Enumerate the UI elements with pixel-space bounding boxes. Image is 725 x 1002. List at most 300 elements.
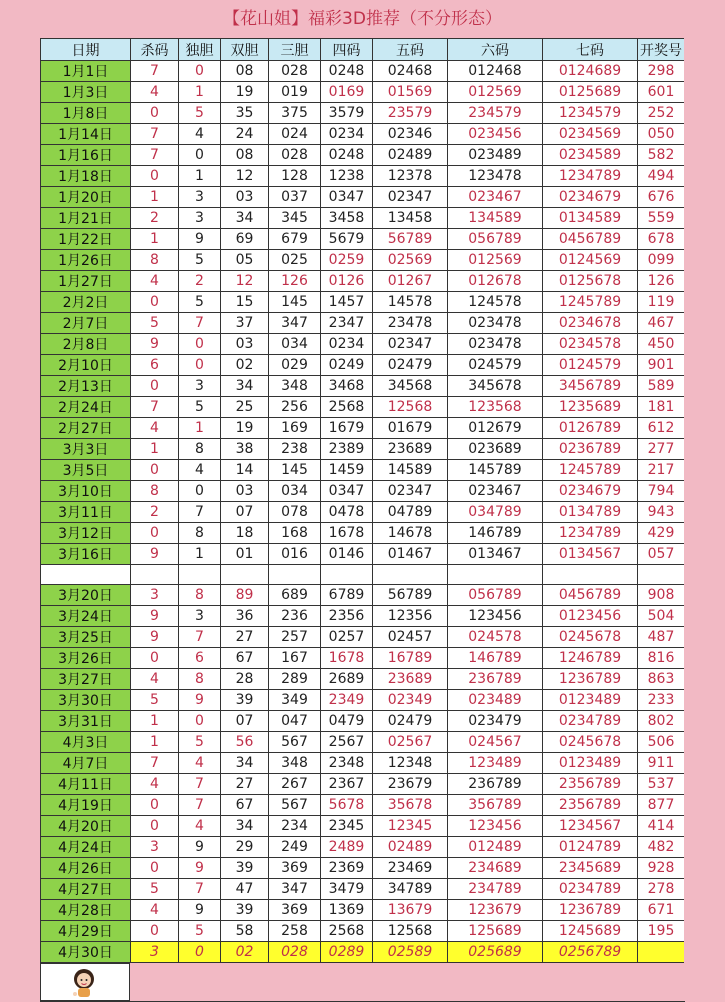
date-cell: 3月27日 bbox=[41, 668, 131, 689]
seven-cell: 0256789 bbox=[543, 941, 638, 962]
triple-cell: 267 bbox=[269, 773, 321, 794]
double-cell: 28 bbox=[221, 668, 269, 689]
draw-cell: 928 bbox=[638, 857, 685, 878]
table-row bbox=[41, 166, 685, 187]
double-cell: 35 bbox=[221, 103, 269, 124]
triple-cell: 679 bbox=[269, 229, 321, 250]
draw-cell: 506 bbox=[638, 731, 685, 752]
triple-cell: 689 bbox=[269, 584, 321, 605]
six-cell: 012569 bbox=[448, 250, 543, 271]
four-cell: 1678 bbox=[321, 647, 373, 668]
double-cell: 34 bbox=[221, 815, 269, 836]
kill-cell: 6 bbox=[131, 355, 179, 376]
draw-cell: 233 bbox=[638, 689, 685, 710]
five-cell: 01267 bbox=[373, 271, 448, 292]
six-cell: 025689 bbox=[448, 941, 543, 962]
double-cell: 89 bbox=[221, 584, 269, 605]
four-cell: 3579 bbox=[321, 103, 373, 124]
seven-cell: 1234567 bbox=[543, 815, 638, 836]
seven-cell: 0234679 bbox=[543, 187, 638, 208]
six-cell: 023478 bbox=[448, 334, 543, 355]
four-cell: 2348 bbox=[321, 752, 373, 773]
five-cell: 16789 bbox=[373, 647, 448, 668]
draw-cell: 601 bbox=[638, 82, 685, 103]
empty-cell bbox=[221, 565, 269, 585]
draw-cell: 582 bbox=[638, 145, 685, 166]
table-row bbox=[41, 626, 685, 647]
five-cell: 02589 bbox=[373, 941, 448, 962]
table-row bbox=[41, 376, 685, 397]
triple-cell: 028 bbox=[269, 61, 321, 82]
date-cell: 3月20日 bbox=[41, 584, 131, 605]
draw-cell: 050 bbox=[638, 124, 685, 145]
column-header-draw: 开奖号 bbox=[638, 39, 685, 61]
draw-cell: 487 bbox=[638, 626, 685, 647]
seven-cell: 0134567 bbox=[543, 544, 638, 565]
single-cell: 5 bbox=[179, 731, 221, 752]
table-row bbox=[41, 334, 685, 355]
five-cell: 34789 bbox=[373, 878, 448, 899]
single-cell: 1 bbox=[179, 544, 221, 565]
seven-cell: 0236789 bbox=[543, 439, 638, 460]
six-cell: 024578 bbox=[448, 626, 543, 647]
kill-cell: 5 bbox=[131, 313, 179, 334]
double-cell: 07 bbox=[221, 502, 269, 523]
four-cell: 2349 bbox=[321, 689, 373, 710]
seven-cell: 0125678 bbox=[543, 271, 638, 292]
date-cell: 3月3日 bbox=[41, 439, 131, 460]
date-cell: 1月26日 bbox=[41, 250, 131, 271]
column-header-triple: 三胆 bbox=[269, 39, 321, 61]
date-cell: 4月28日 bbox=[41, 899, 131, 920]
five-cell: 02479 bbox=[373, 710, 448, 731]
date-cell: 3月11日 bbox=[41, 502, 131, 523]
double-cell: 19 bbox=[221, 82, 269, 103]
empty-cell bbox=[41, 565, 131, 585]
seven-cell: 0134589 bbox=[543, 208, 638, 229]
double-cell: 39 bbox=[221, 857, 269, 878]
draw-cell: 816 bbox=[638, 647, 685, 668]
six-cell: 023479 bbox=[448, 710, 543, 731]
four-cell: 0478 bbox=[321, 502, 373, 523]
four-cell: 2567 bbox=[321, 731, 373, 752]
date-cell: 1月18日 bbox=[41, 166, 131, 187]
double-cell: 05 bbox=[221, 250, 269, 271]
single-cell: 0 bbox=[179, 145, 221, 166]
seven-cell: 1246789 bbox=[543, 647, 638, 668]
kill-cell: 9 bbox=[131, 605, 179, 626]
six-cell: 056789 bbox=[448, 584, 543, 605]
table-row bbox=[41, 857, 685, 878]
kill-cell: 7 bbox=[131, 61, 179, 82]
single-cell: 5 bbox=[179, 397, 221, 418]
six-cell: 023467 bbox=[448, 481, 543, 502]
table-row bbox=[41, 773, 685, 794]
table-row bbox=[41, 229, 685, 250]
triple-cell: 234 bbox=[269, 815, 321, 836]
double-cell: 34 bbox=[221, 208, 269, 229]
five-cell: 01569 bbox=[373, 82, 448, 103]
triple-cell: 567 bbox=[269, 731, 321, 752]
five-cell: 02479 bbox=[373, 355, 448, 376]
draw-cell: 482 bbox=[638, 836, 685, 857]
seven-cell: 0124579 bbox=[543, 355, 638, 376]
four-cell: 1238 bbox=[321, 166, 373, 187]
kill-cell: 4 bbox=[131, 899, 179, 920]
kill-cell: 0 bbox=[131, 103, 179, 124]
double-cell: 58 bbox=[221, 920, 269, 941]
draw-cell: 057 bbox=[638, 544, 685, 565]
single-cell: 3 bbox=[179, 605, 221, 626]
six-cell: 012569 bbox=[448, 82, 543, 103]
five-cell: 56789 bbox=[373, 584, 448, 605]
draw-cell: 678 bbox=[638, 229, 685, 250]
triple-cell: 028 bbox=[269, 145, 321, 166]
five-cell: 12356 bbox=[373, 605, 448, 626]
kill-cell: 4 bbox=[131, 418, 179, 439]
double-cell: 14 bbox=[221, 460, 269, 481]
seven-cell: 1245789 bbox=[543, 460, 638, 481]
kill-cell: 9 bbox=[131, 334, 179, 355]
draw-cell: 908 bbox=[638, 584, 685, 605]
double-cell: 18 bbox=[221, 523, 269, 544]
five-cell: 12348 bbox=[373, 752, 448, 773]
five-cell: 35678 bbox=[373, 794, 448, 815]
date-cell: 3月31日 bbox=[41, 710, 131, 731]
date-cell: 3月26日 bbox=[41, 647, 131, 668]
table-row bbox=[41, 752, 685, 773]
five-cell: 02468 bbox=[373, 61, 448, 82]
six-cell: 146789 bbox=[448, 523, 543, 544]
date-cell: 1月22日 bbox=[41, 229, 131, 250]
four-cell: 0259 bbox=[321, 250, 373, 271]
table-row bbox=[41, 481, 685, 502]
five-cell: 23579 bbox=[373, 103, 448, 124]
seven-cell: 0245678 bbox=[543, 731, 638, 752]
single-cell: 1 bbox=[179, 418, 221, 439]
single-cell: 9 bbox=[179, 899, 221, 920]
triple-cell: 029 bbox=[269, 355, 321, 376]
kill-cell: 4 bbox=[131, 773, 179, 794]
triple-cell: 236 bbox=[269, 605, 321, 626]
empty-cell bbox=[321, 565, 373, 585]
triple-cell: 024 bbox=[269, 124, 321, 145]
five-cell: 13458 bbox=[373, 208, 448, 229]
single-cell: 7 bbox=[179, 502, 221, 523]
table-row bbox=[41, 250, 685, 271]
triple-cell: 078 bbox=[269, 502, 321, 523]
table-row bbox=[41, 941, 685, 962]
six-cell: 023478 bbox=[448, 313, 543, 334]
six-cell: 012468 bbox=[448, 61, 543, 82]
single-cell: 5 bbox=[179, 292, 221, 313]
double-cell: 34 bbox=[221, 376, 269, 397]
table-row bbox=[41, 668, 685, 689]
triple-cell: 025 bbox=[269, 250, 321, 271]
draw-cell: 278 bbox=[638, 878, 685, 899]
side-margin bbox=[684, 38, 725, 1001]
date-cell: 2月7日 bbox=[41, 313, 131, 334]
kill-cell: 4 bbox=[131, 668, 179, 689]
triple-cell: 256 bbox=[269, 397, 321, 418]
triple-cell: 249 bbox=[269, 836, 321, 857]
table-row bbox=[41, 689, 685, 710]
five-cell: 56789 bbox=[373, 229, 448, 250]
six-cell: 023489 bbox=[448, 689, 543, 710]
date-cell: 2月10日 bbox=[41, 355, 131, 376]
triple-cell: 169 bbox=[269, 418, 321, 439]
triple-cell: 347 bbox=[269, 878, 321, 899]
kill-cell: 8 bbox=[131, 481, 179, 502]
table-row bbox=[41, 103, 685, 124]
seven-cell: 0234578 bbox=[543, 334, 638, 355]
six-cell: 145789 bbox=[448, 460, 543, 481]
five-cell: 02457 bbox=[373, 626, 448, 647]
draw-cell bbox=[638, 941, 685, 962]
date-cell: 3月5日 bbox=[41, 460, 131, 481]
table-row bbox=[41, 61, 685, 82]
double-cell: 27 bbox=[221, 773, 269, 794]
empty-cell bbox=[373, 565, 448, 585]
draw-cell: 877 bbox=[638, 794, 685, 815]
kill-cell: 0 bbox=[131, 815, 179, 836]
date-cell: 1月16日 bbox=[41, 145, 131, 166]
date-cell: 1月27日 bbox=[41, 271, 131, 292]
kill-cell: 5 bbox=[131, 689, 179, 710]
four-cell: 6789 bbox=[321, 584, 373, 605]
four-cell: 3468 bbox=[321, 376, 373, 397]
single-cell: 0 bbox=[179, 334, 221, 355]
seven-cell: 1236789 bbox=[543, 668, 638, 689]
date-cell: 4月7日 bbox=[41, 752, 131, 773]
six-cell: 123568 bbox=[448, 397, 543, 418]
triple-cell: 258 bbox=[269, 920, 321, 941]
date-cell: 1月1日 bbox=[41, 61, 131, 82]
four-cell: 0234 bbox=[321, 334, 373, 355]
kill-cell: 1 bbox=[131, 229, 179, 250]
date-cell: 3月12日 bbox=[41, 523, 131, 544]
five-cell: 23469 bbox=[373, 857, 448, 878]
four-cell: 0347 bbox=[321, 187, 373, 208]
six-cell: 023489 bbox=[448, 145, 543, 166]
date-cell: 1月20日 bbox=[41, 187, 131, 208]
five-cell: 02347 bbox=[373, 334, 448, 355]
date-cell: 2月24日 bbox=[41, 397, 131, 418]
single-cell: 1 bbox=[179, 82, 221, 103]
six-cell: 023689 bbox=[448, 439, 543, 460]
draw-cell: 195 bbox=[638, 920, 685, 941]
date-cell: 4月29日 bbox=[41, 920, 131, 941]
draw-cell: 450 bbox=[638, 334, 685, 355]
seven-cell: 0123489 bbox=[543, 752, 638, 773]
double-cell: 07 bbox=[221, 710, 269, 731]
double-cell: 02 bbox=[221, 355, 269, 376]
kill-cell: 7 bbox=[131, 124, 179, 145]
table-row bbox=[41, 208, 685, 229]
five-cell: 23689 bbox=[373, 439, 448, 460]
kill-cell: 7 bbox=[131, 397, 179, 418]
double-cell: 24 bbox=[221, 124, 269, 145]
triple-cell: 126 bbox=[269, 271, 321, 292]
seven-cell: 0456789 bbox=[543, 229, 638, 250]
table-row bbox=[41, 124, 685, 145]
six-cell: 023467 bbox=[448, 187, 543, 208]
table-row bbox=[41, 647, 685, 668]
five-cell: 12378 bbox=[373, 166, 448, 187]
date-cell: 2月8日 bbox=[41, 334, 131, 355]
seven-cell: 1236789 bbox=[543, 899, 638, 920]
six-cell: 123478 bbox=[448, 166, 543, 187]
four-cell: 2389 bbox=[321, 439, 373, 460]
four-cell: 2345 bbox=[321, 815, 373, 836]
table-row bbox=[41, 544, 685, 565]
single-cell: 7 bbox=[179, 773, 221, 794]
six-cell: 013467 bbox=[448, 544, 543, 565]
kill-cell: 0 bbox=[131, 920, 179, 941]
single-cell: 3 bbox=[179, 187, 221, 208]
seven-cell: 0124789 bbox=[543, 836, 638, 857]
table-row bbox=[41, 145, 685, 166]
single-cell: 1 bbox=[179, 166, 221, 187]
kill-cell: 0 bbox=[131, 166, 179, 187]
kill-cell: 1 bbox=[131, 731, 179, 752]
table-row bbox=[41, 836, 685, 857]
seven-cell: 1245689 bbox=[543, 920, 638, 941]
triple-cell: 145 bbox=[269, 292, 321, 313]
seven-cell: 0456789 bbox=[543, 584, 638, 605]
draw-cell: 901 bbox=[638, 355, 685, 376]
kill-cell: 1 bbox=[131, 710, 179, 731]
triple-cell: 016 bbox=[269, 544, 321, 565]
six-cell: 236789 bbox=[448, 773, 543, 794]
table-row bbox=[41, 523, 685, 544]
four-cell: 0248 bbox=[321, 145, 373, 166]
double-cell: 12 bbox=[221, 166, 269, 187]
kill-cell: 0 bbox=[131, 857, 179, 878]
draw-cell: 181 bbox=[638, 397, 685, 418]
five-cell: 02489 bbox=[373, 145, 448, 166]
kill-cell: 7 bbox=[131, 752, 179, 773]
kill-cell: 7 bbox=[131, 145, 179, 166]
table-row bbox=[41, 731, 685, 752]
draw-cell: 943 bbox=[638, 502, 685, 523]
empty-cell bbox=[179, 565, 221, 585]
triple-cell: 028 bbox=[269, 941, 321, 962]
double-cell: 29 bbox=[221, 836, 269, 857]
date-cell: 3月24日 bbox=[41, 605, 131, 626]
draw-cell: 099 bbox=[638, 250, 685, 271]
five-cell: 02567 bbox=[373, 731, 448, 752]
single-cell: 3 bbox=[179, 208, 221, 229]
draw-cell: 494 bbox=[638, 166, 685, 187]
triple-cell: 567 bbox=[269, 794, 321, 815]
kill-cell: 1 bbox=[131, 439, 179, 460]
seven-cell: 0124569 bbox=[543, 250, 638, 271]
table-row bbox=[41, 355, 685, 376]
date-cell: 2月13日 bbox=[41, 376, 131, 397]
six-cell: 024567 bbox=[448, 731, 543, 752]
seven-cell: 2356789 bbox=[543, 773, 638, 794]
draw-cell: 794 bbox=[638, 481, 685, 502]
kill-cell: 1 bbox=[131, 187, 179, 208]
five-cell: 02346 bbox=[373, 124, 448, 145]
kill-cell: 2 bbox=[131, 208, 179, 229]
date-cell: 4月11日 bbox=[41, 773, 131, 794]
double-cell: 03 bbox=[221, 187, 269, 208]
seven-cell: 0234589 bbox=[543, 145, 638, 166]
single-cell: 0 bbox=[179, 481, 221, 502]
seven-cell: 0125689 bbox=[543, 82, 638, 103]
kill-cell: 9 bbox=[131, 544, 179, 565]
four-cell: 3458 bbox=[321, 208, 373, 229]
single-cell: 9 bbox=[179, 229, 221, 250]
table-row bbox=[41, 397, 685, 418]
draw-cell: 252 bbox=[638, 103, 685, 124]
column-header-four: 四码 bbox=[321, 39, 373, 61]
single-cell: 5 bbox=[179, 103, 221, 124]
double-cell: 03 bbox=[221, 334, 269, 355]
draw-cell: 863 bbox=[638, 668, 685, 689]
single-cell: 7 bbox=[179, 313, 221, 334]
triple-cell: 349 bbox=[269, 689, 321, 710]
triple-cell: 034 bbox=[269, 334, 321, 355]
table-row bbox=[41, 605, 685, 626]
date-cell: 4月30日 bbox=[41, 941, 131, 962]
five-cell: 34568 bbox=[373, 376, 448, 397]
column-header-five: 五码 bbox=[373, 39, 448, 61]
six-cell: 123456 bbox=[448, 815, 543, 836]
triple-cell: 238 bbox=[269, 439, 321, 460]
empty-cell bbox=[448, 565, 543, 585]
five-cell: 23478 bbox=[373, 313, 448, 334]
six-cell: 125689 bbox=[448, 920, 543, 941]
four-cell: 1457 bbox=[321, 292, 373, 313]
page-title: 【花山姐】福彩3D推荐（不分形态） bbox=[223, 9, 502, 29]
draw-cell: 802 bbox=[638, 710, 685, 731]
double-cell: 15 bbox=[221, 292, 269, 313]
kill-cell: 8 bbox=[131, 250, 179, 271]
single-cell: 3 bbox=[179, 376, 221, 397]
six-cell: 234579 bbox=[448, 103, 543, 124]
five-cell: 12568 bbox=[373, 397, 448, 418]
four-cell: 0249 bbox=[321, 355, 373, 376]
triple-cell: 369 bbox=[269, 899, 321, 920]
six-cell: 236789 bbox=[448, 668, 543, 689]
draw-cell: 298 bbox=[638, 61, 685, 82]
date-cell: 3月16日 bbox=[41, 544, 131, 565]
deleted-row bbox=[41, 565, 685, 585]
triple-cell: 347 bbox=[269, 313, 321, 334]
four-cell: 2356 bbox=[321, 605, 373, 626]
table-row bbox=[41, 815, 685, 836]
double-cell: 69 bbox=[221, 229, 269, 250]
five-cell: 01679 bbox=[373, 418, 448, 439]
seven-cell: 0234679 bbox=[543, 481, 638, 502]
table-row bbox=[41, 710, 685, 731]
six-cell: 234689 bbox=[448, 857, 543, 878]
four-cell: 0347 bbox=[321, 481, 373, 502]
double-cell: 01 bbox=[221, 544, 269, 565]
five-cell: 14678 bbox=[373, 523, 448, 544]
single-cell: 5 bbox=[179, 250, 221, 271]
four-cell: 1679 bbox=[321, 418, 373, 439]
table-row bbox=[41, 899, 685, 920]
seven-cell: 0245678 bbox=[543, 626, 638, 647]
draw-cell: 911 bbox=[638, 752, 685, 773]
five-cell: 23689 bbox=[373, 668, 448, 689]
four-cell: 2489 bbox=[321, 836, 373, 857]
seven-cell: 1235689 bbox=[543, 397, 638, 418]
